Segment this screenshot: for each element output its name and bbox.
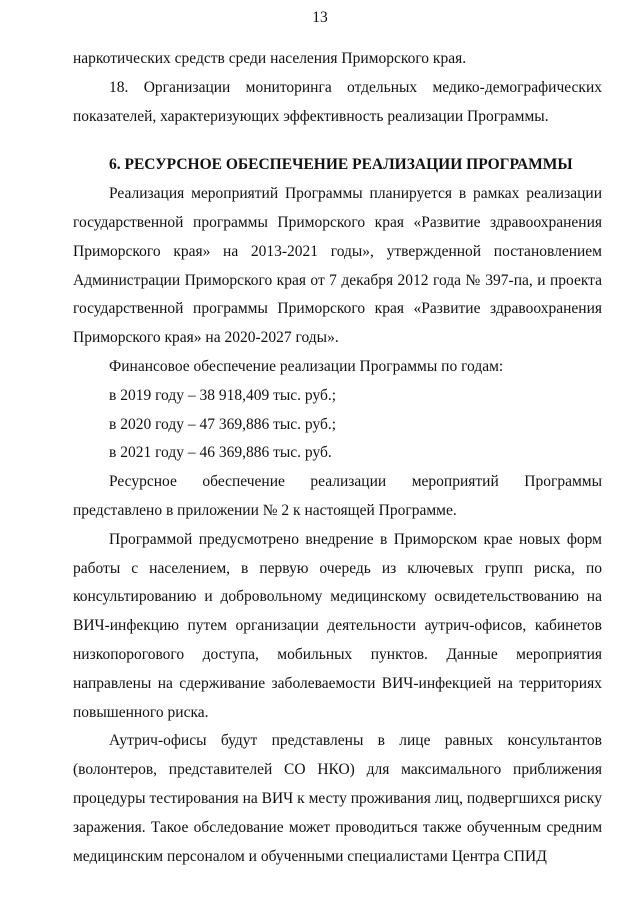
finance-item-2021: в 2021 году – 46 369,886 тыс. руб. bbox=[109, 444, 332, 462]
document-body bbox=[73, 45, 602, 871]
finance-item-2020: в 2020 году – 47 369,886 тыс. руб.; bbox=[109, 415, 337, 433]
paragraph-resource-line2: представлено в приложении № 2 к настоящей Программе. bbox=[73, 501, 457, 519]
paragraph-outreach: Аутрич-офисы будут представлены в лице равных консультантов (волонтеров, представителей СО НКО) для максимального приближения процедуры тестирования на ВИЧ к месту проживания лиц, подвергшихся риску заражения. Такое обследование может проводиться также обученным средним медицинским персоналом и обученными специалистами Центра СПИД bbox=[73, 732, 602, 865]
paragraph-item-18: 18. Организации мониторинга отдельных медико-демографических показателей, характеризующих эффективность реализации Программы. bbox=[73, 78, 602, 125]
paragraph-program: Программой предусмотрено внедрение в Приморском крае новых форм работы с населением, в первую очередь из ключевых групп риска, по консультированию и добровольному медицинскому освидетельствованию на ВИЧ-инфекцию путем организации деятельности аутрич-офисов, кабинетов низкопорогового доступа, мобильных пунктов. Данные мероприятия направлены на сдерживание заболеваемости ВИЧ-инфекцией на территориях повышенного риска. bbox=[73, 530, 602, 721]
finance-item-2019: в 2019 году – 38 918,409 тыс. руб.; bbox=[109, 386, 337, 404]
paragraph-continuation: наркотических средств среди населения Приморского края. bbox=[73, 50, 467, 67]
section-heading: 6. РЕСУРСНОЕ ОБЕСПЕЧЕНИЕ РЕАЛИЗАЦИИ ПРОГРАММЫ bbox=[109, 156, 573, 174]
page-number: 13 bbox=[312, 9, 328, 26]
paragraph-implementation: Реализация мероприятий Программы планируется в рамках реализации государственной программы Приморского края «Развитие здравоохранения Приморского края» на 2013-2021 годы», утвержденной постановлением Администрации Приморского края от 7 декабря 2012 года № 397-па, и проекта государственной программы Приморского края «Развитие здравоохранения Приморского края» на 2020-2027 годы». bbox=[73, 185, 602, 347]
paragraph-resource-line1: Ресурсное обеспечение реализации мероприятий Программы bbox=[109, 473, 602, 491]
finance-intro: Финансовое обеспечение реализации Программы по годам: bbox=[109, 357, 504, 375]
